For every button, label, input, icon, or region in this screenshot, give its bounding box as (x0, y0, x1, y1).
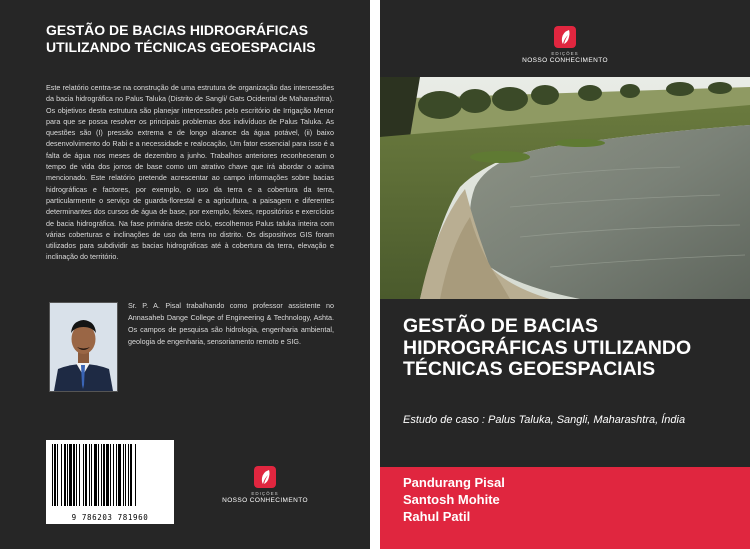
front-cover-title: GESTÃO DE BACIAS HIDROGRÁFICAS UTILIZANDO TÉCNICAS GEOESPACIAIS (403, 315, 692, 380)
cover-subtitle: Estudo de caso : Palus Taluka, Sangli, Maharashtra, Índia (403, 414, 686, 426)
isbn-barcode (46, 440, 174, 524)
author-portrait-image (50, 303, 117, 391)
publisher-logo-back (220, 466, 310, 504)
author-name-3: Rahul Patil (403, 509, 471, 524)
lake-landscape-image (380, 77, 750, 299)
author-band (380, 467, 750, 549)
barcode-bars (46, 440, 174, 512)
back-cover-title: GESTÃO DE BACIAS HIDROGRÁFICAS UTILIZANDO TÉCNICAS GEOESPACIAIS (46, 22, 316, 55)
barcode-digits: 9 786203 781960 (71, 513, 149, 522)
publisher-logo-front (515, 26, 615, 64)
author-photo (49, 302, 118, 392)
publisher-line1: EDIÇÕES (251, 491, 279, 496)
author-bio: Sr. P. A. Pisal trabalhando como professor assistente no Annasaheb Dange College of Engineering & Technology, Ashta. Os campos de pesquisa são hidrologia, engenharia ambiental, geologia de engenharia, sensoriamento remoto e SIG. (128, 301, 334, 346)
synopsis-text: Este relatório centra-se na construção de uma estrutura de organização das intercessões da bacia hidrográfica no Palus Taluka (Distrito de Sangli/ Gats Ocidental de Maharashtra). Os objetivos desta estrutura são planejar intercessões pelo escritório de Irrigação Menor para que se possa resolver os principais problemas dos indivíduos de Palus Taluka. As questões são (I) pressão extrema e de longo alcance da água potável, (ii) baixo desenvolvimento do Rabi e a necessidade e realocação, Um fator essencial para isso é a falta de água nos meses de dezembro a junho. Trabalhos anteriores reconheceram o tempo de vida dos jorros de base como um atrativo chave que irá abordar o acima mencionado. Este relatório pretende acrescentar ao campo informações sobre bacias hidrográficas e factores, por exemplo, o uso da terra e a cobertura da terra, particularmente o serviço de guarda-florestal e a agricultura, a paisagem e diferentes determinantes dos cursos de água de base, por exemplo, feixes, repositórios e exercícios de bacia hidrográfica. Na fase primária deste ciclo, escolhemos Palus taluka inteira com várias coberturas e inclinações de uso da terra no distrito. Os dispositivos GIS foram utilizados para subdividir as bacias hidrográficas até à cobertura da terra, elevação e inclinação do território. (46, 83, 334, 262)
author-name-1: Pandurang Pisal (403, 475, 505, 490)
feather-logo-icon (554, 26, 576, 48)
publisher-line2: NOSSO CONHECIMENTO (522, 57, 608, 64)
cover-photo-lake (380, 77, 750, 299)
publisher-line2: NOSSO CONHECIMENTO (222, 497, 308, 504)
publisher-line1: EDIÇÕES (551, 51, 579, 56)
feather-logo-icon (254, 466, 276, 488)
front-cover (380, 0, 750, 549)
author-name-2: Santosh Mohite (403, 492, 500, 507)
back-cover (0, 0, 370, 549)
